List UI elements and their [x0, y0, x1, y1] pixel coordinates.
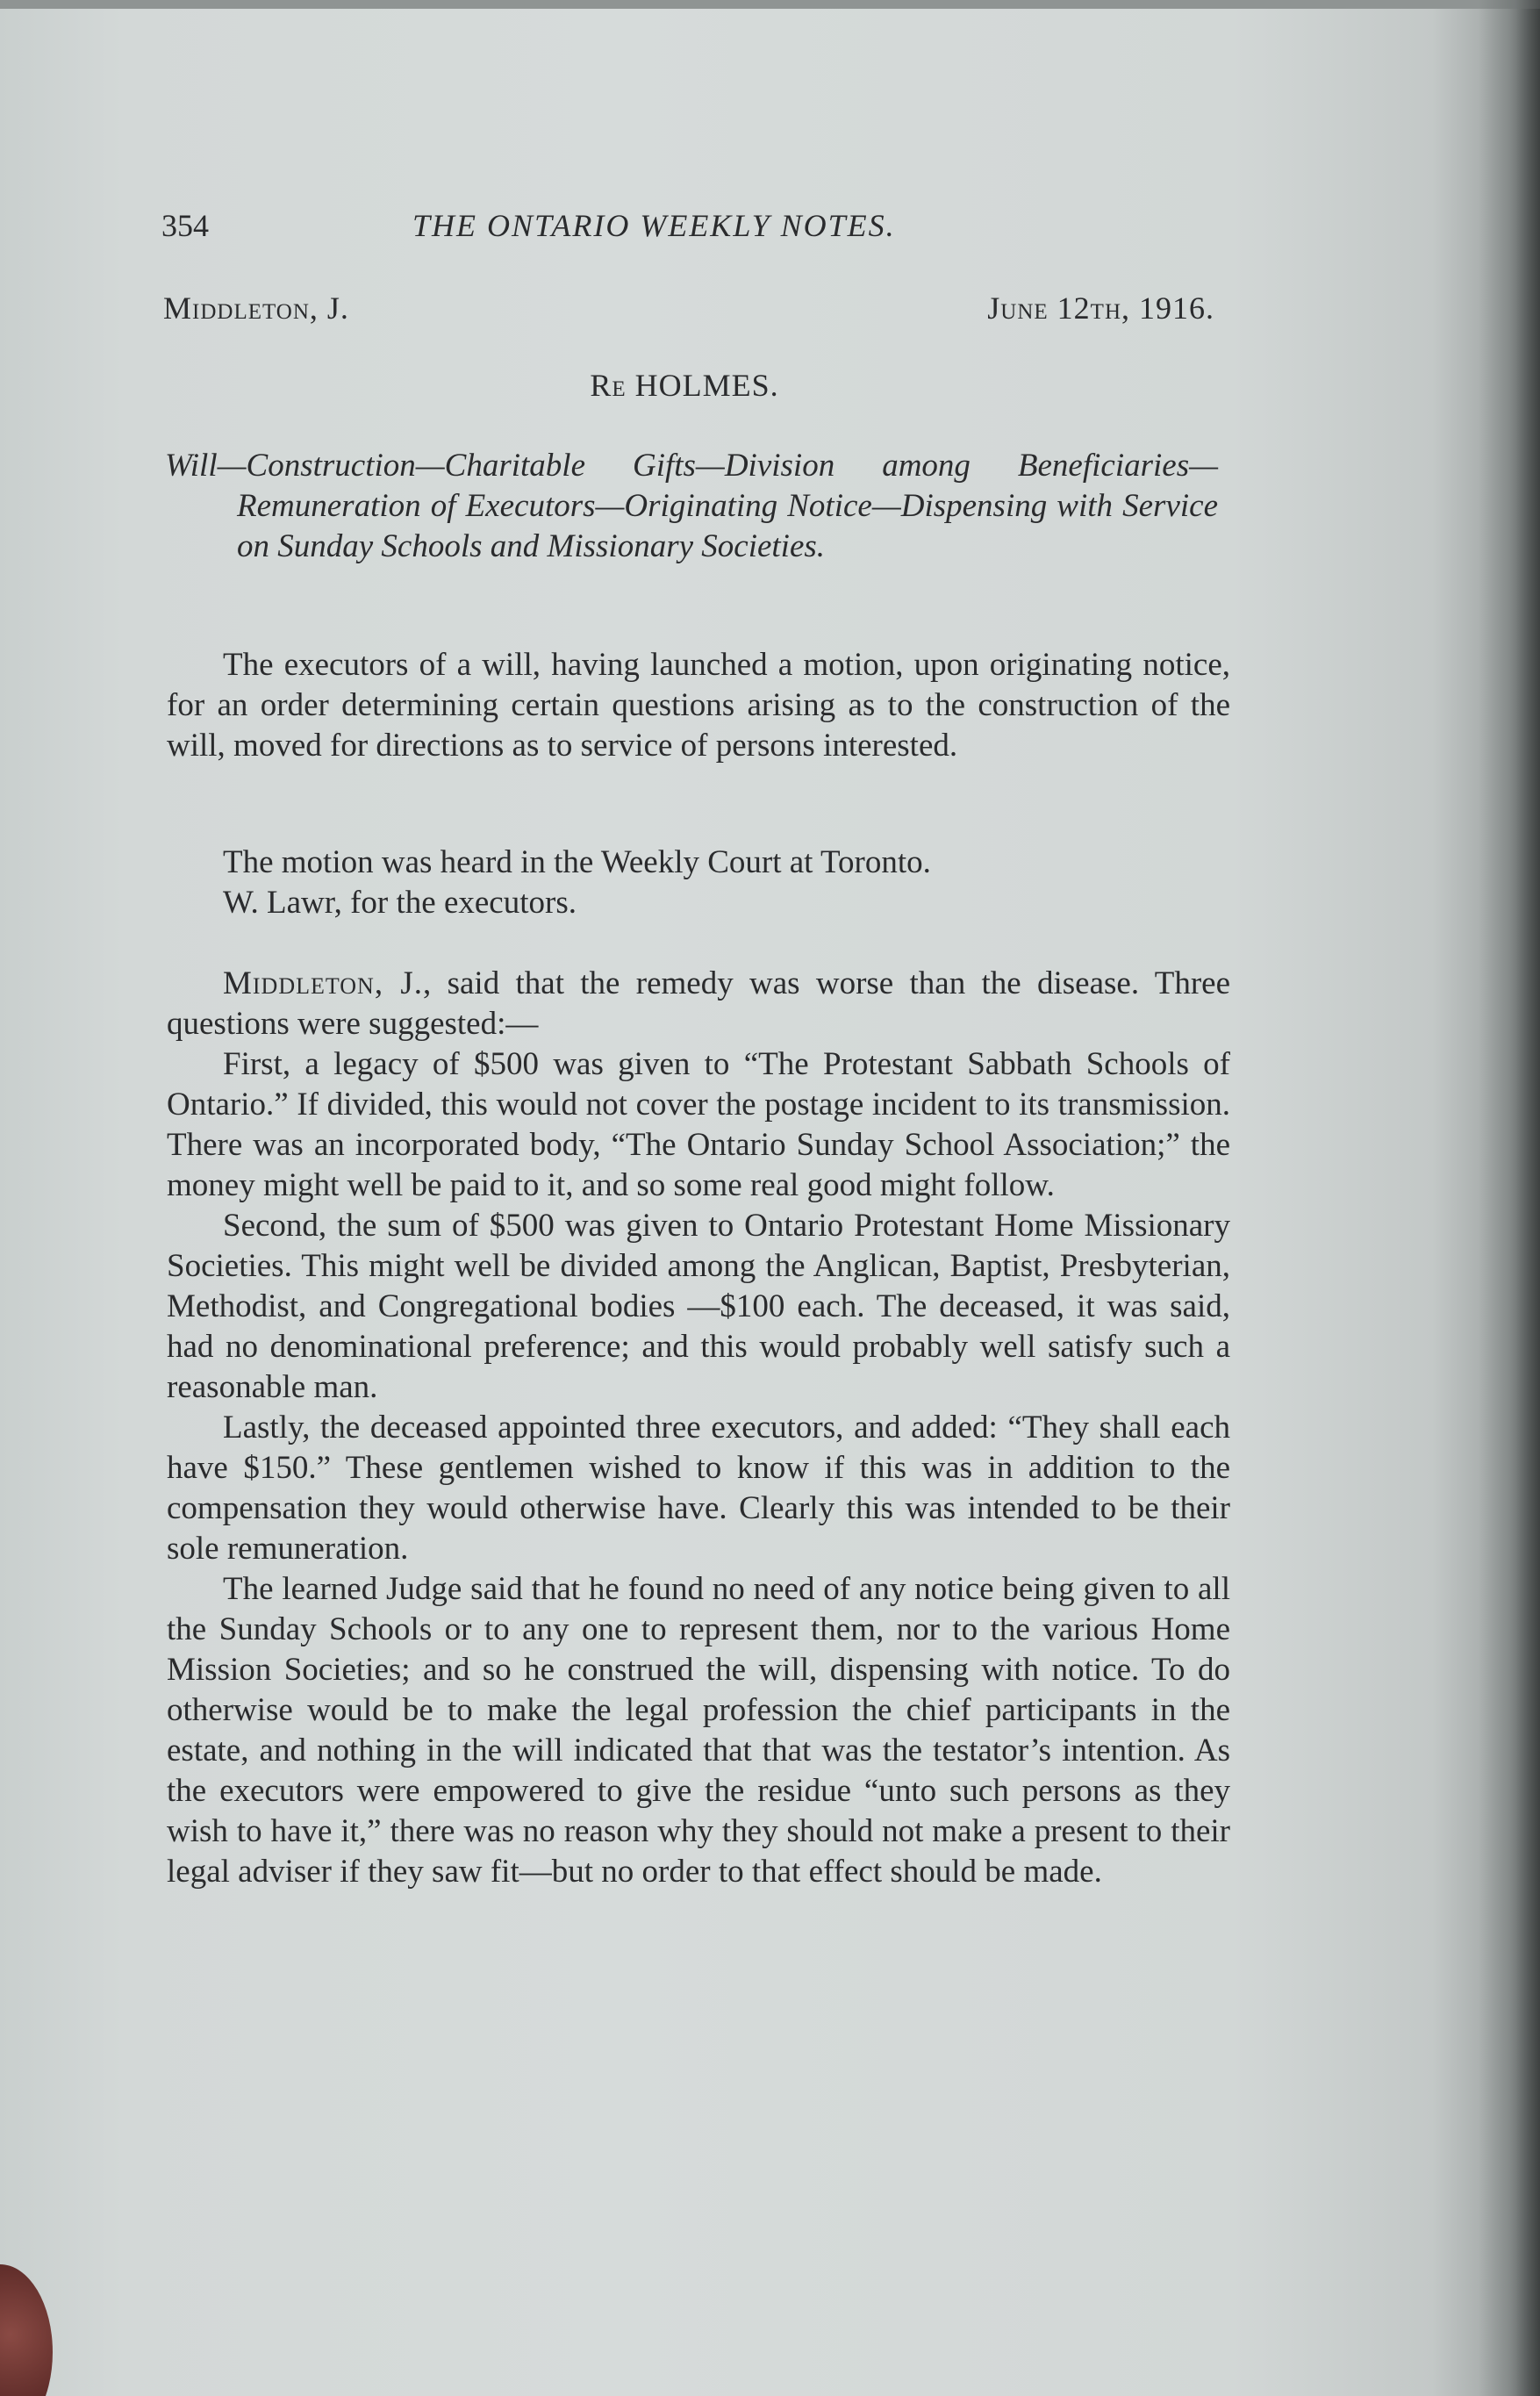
judgment-paragraph-1	[167, 964, 1230, 1044]
hearing-counsel: W. Lawr, for the executors.	[223, 885, 577, 921]
hearing-section	[167, 843, 1230, 923]
judge-name: Middleton, J.	[163, 291, 349, 326]
thumb	[0, 2264, 53, 2396]
page-edge-shadow	[1479, 0, 1540, 2396]
judgment-paragraph-1-text: , said that the remedy was worse than the disease. Three questions were suggested:—	[167, 965, 1230, 1042]
hearing-court: The motion was heard in the Weekly Court at Toronto.	[223, 844, 931, 880]
page-number: 354	[161, 208, 209, 243]
journal-title: THE ONTARIO WEEKLY NOTES.	[412, 208, 896, 243]
intro-paragraph: The executors of a will, having launched a motion, upon originating notice, for an order determining certain questions arising as to the construction of the will, moved for directions as to service of persons interested.	[167, 647, 1230, 764]
judgment-date: June 12th, 1916.	[987, 291, 1214, 326]
headnote: Will—Construction—Charitable Gifts—Division among Beneficiaries—Remuneration of Executors—Originating Notice—Dispensing with Service on Sunday Schools and Missionary Societies.	[165, 448, 1218, 564]
running-head	[158, 207, 1220, 251]
intro-section	[167, 645, 1230, 766]
case-title: Re HOLMES.	[590, 368, 779, 403]
judgment-paragraph-2: First, a legacy of $500 was given to “The Protestant Sabbath Schools of Ontario.” If divided, this would not cover the postage incident to its transmission. There was an incorporated body, “The Ontario Sunday School Association;” the money might well be paid to it, and so some real good might follow.	[167, 1046, 1230, 1203]
judgment-section	[167, 964, 1230, 1892]
judgment-speaker: Middleton, J.	[223, 965, 424, 1001]
judgment-paragraph-3: Second, the sum of $500 was given to Ontario Protestant Home Missionary Societies. This might well be divided among the Anglican, Baptist, Presbyterian, Methodist, and Congregational bodies —$100 each. The deceased, it was said, had no denominational preference; and this would probably well satisfy such a reasonable man.	[167, 1208, 1230, 1405]
judgment-paragraph-4: Lastly, the deceased appointed three executors, and added: “They shall each have $150.” These gentlemen wished to know if this was in addition to the compensation they would otherwise have. Clearly this was intended to be their sole remuneration.	[167, 1410, 1230, 1567]
judgment-paragraph-5: The learned Judge said that he found no need of any notice being given to all the Sunday Schools or to any one to represent them, nor to the various Home Mission Societies; and so he construed the will, dispensing with notice. To do otherwise would be to make the legal profession the chief participants in the estate, and nothing in the will indicated that that was the testator’s intention. As the executors were empowered to give the residue “unto such persons as they wish to have it,” there was no reason why they should not make a present to their legal adviser if they saw fit—but no order to that effect should be made.	[167, 1571, 1230, 1890]
judge-line	[163, 290, 1214, 334]
